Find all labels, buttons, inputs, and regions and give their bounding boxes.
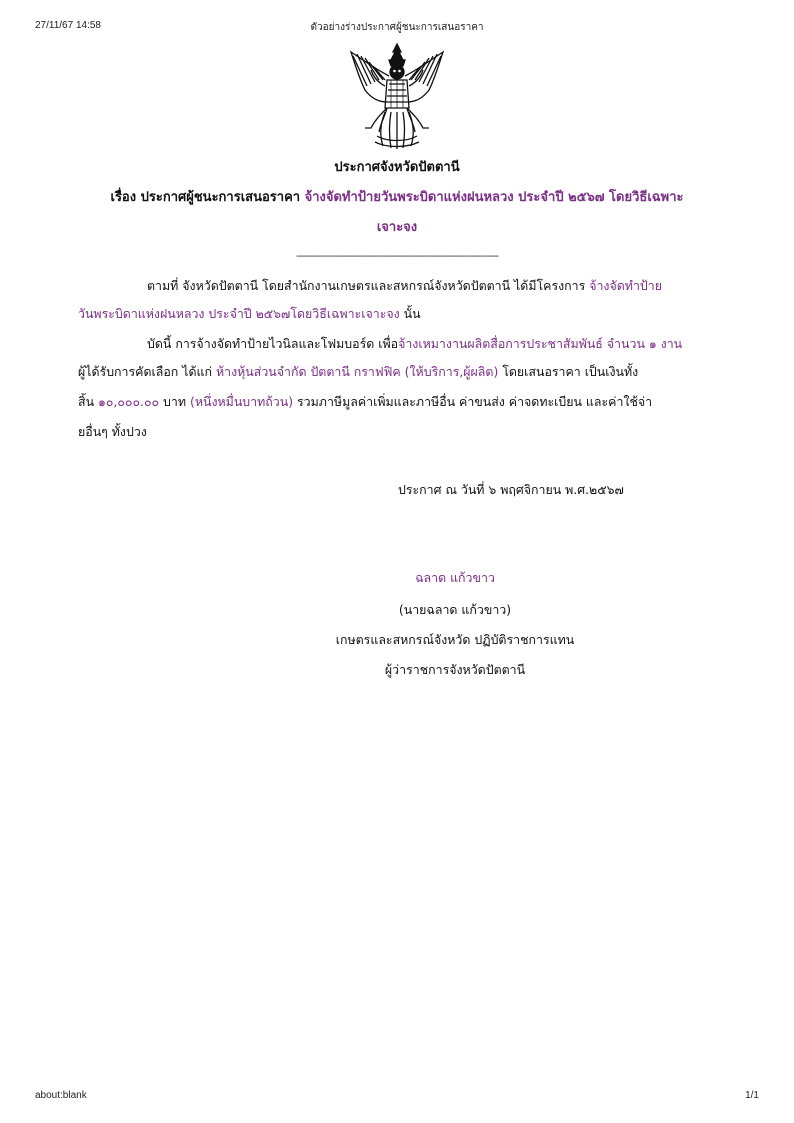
para1-line2-end: นั้น: [399, 306, 421, 321]
subject-project-line2: เจาะจง: [376, 220, 418, 235]
subject-project: จ้างจัดทำป้ายวันพระบิดาแห่งฝนหลวง ประจำปี ๒๕๖๗ โดยวิธีเฉพาะ: [304, 190, 684, 205]
signer-position-2: ผู้ว่าราชการจังหวัดปัตตานี: [384, 662, 526, 677]
para2-amount: ๑๐,๐๐๐.๐๐: [97, 394, 160, 409]
para2-amount-text: (หนึ่งหมื่นบาทถ้วน): [189, 394, 294, 409]
garuda-emblem-icon: [341, 42, 453, 150]
paragraph-2-line-1: [147, 336, 682, 352]
signer-name: (นายฉลาด แก้วขาว): [398, 602, 512, 617]
subject-prefix: เรื่อง ประกาศผู้ชนะการเสนอราคา: [110, 190, 301, 205]
para2-line1-b: จ้างเหมางานผลิตสื่อการประชาสัมพันธ์ จำนวน ๑ งาน: [398, 336, 683, 351]
para2-line2-a: ผู้ได้รับการคัดเลือก ได้แก่: [78, 364, 216, 379]
paragraph-2-line-2: [78, 364, 638, 380]
para1-project: จ้างจัดทำป้าย: [589, 278, 663, 293]
paragraph-2-line-3: [78, 394, 652, 410]
divider: --------------------------------------------------------------------: [296, 249, 498, 262]
para1-line2-project: วันพระบิดาแห่งฝนหลวง ประจำปี ๒๕๖๗โดยวิธีเฉพาะเจาะจง: [78, 306, 400, 321]
paragraph-1-line-1: [147, 278, 662, 294]
signature: ฉลาด แก้วขาว: [415, 570, 495, 585]
print-page-number: 1/1: [745, 1090, 759, 1101]
print-url: about:blank: [35, 1090, 87, 1101]
signer-position-1: เกษตรและสหกรณ์จังหวัด ปฏิบัติราชการแทน: [335, 632, 575, 647]
print-datetime: 27/11/67 14:58: [35, 20, 101, 31]
para2-line3-c: รวมภาษีมูลค่าเพิ่มและภาษีอื่น ค่าขนส่ง ค่าจดทะเบียน และค่าใช้จ่า: [293, 394, 653, 409]
announce-date: ประกาศ ณ วันที่ ๖ พฤศจิกายน พ.ศ.๒๕๖๗: [398, 482, 624, 497]
print-page-title: ตัวอย่างร่างประกาศผู้ชนะการเสนอราคา: [310, 22, 484, 33]
para2-line3-b: บาท: [159, 394, 190, 409]
document-subject: [0, 190, 794, 206]
para2-line1-a: บัดนี้ การจ้างจัดทำป้ายไวนิลและโฟมบอร์ด เพื่อ: [147, 336, 399, 351]
para2-line2-b: โดยเสนอราคา เป็นเงินทั้ง: [498, 364, 639, 379]
para2-vendor: ห้างหุ้นส่วนจำกัด ปัตตานี กราฟฟิค (ให้บริการ,ผู้ผลิต): [215, 364, 499, 379]
paragraph-2-line-4: ยอื่นๆ ทั้งปวง: [78, 424, 147, 439]
document-title: ประกาศจังหวัดปัตตานี: [334, 160, 460, 175]
para2-line3-a: สิ้น: [78, 394, 98, 409]
para1-intro: ตามที่ จังหวัดปัตตานี โดยสำนักงานเกษตรและสหกรณ์จังหวัดปัตตานี ได้มีโครงการ: [147, 278, 586, 293]
paragraph-1-line-2: [78, 306, 421, 322]
